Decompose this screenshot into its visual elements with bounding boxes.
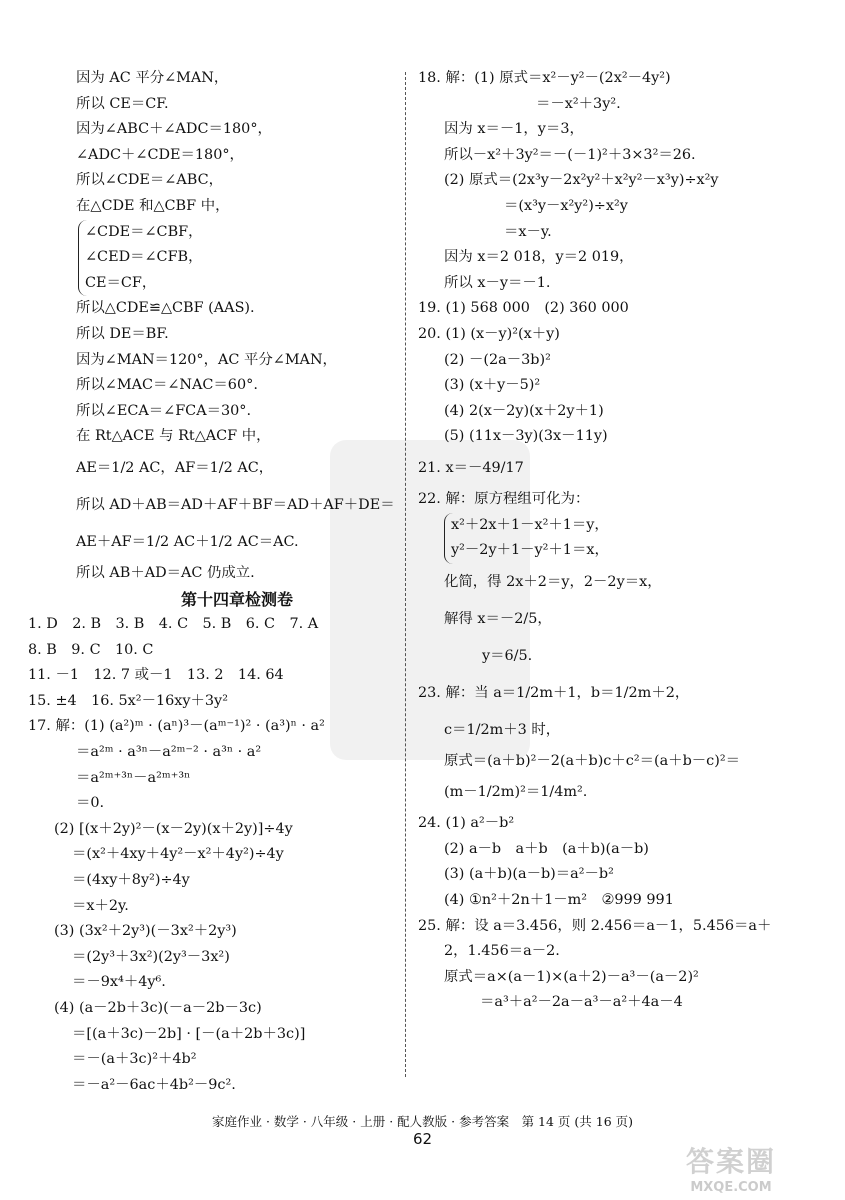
text-line: 因为 AC 平分∠MAN，: [76, 70, 229, 86]
answer-line: (4) ①n²＋2n＋1－m² ②999 991: [444, 892, 674, 909]
answer-line: (2) [(x＋2y)²－(x－2y)(x＋2y)]÷4y: [54, 820, 293, 837]
answer-line: 化简，得 2x＋2＝y，2－2y＝x，: [444, 573, 662, 590]
chapter-title: 第十四章检测卷: [180, 589, 293, 609]
answer-line: 18. 解：(1) 原式＝x²－y²－(2x²－4y²): [418, 70, 671, 86]
answer-line: 17. 解：(1) (a²)ᵐ · (aⁿ)³－(aᵐ⁻¹)² · (a³)ⁿ · a²: [28, 718, 325, 735]
answer-line: (2) －(2a－3b)²: [444, 351, 551, 368]
answer-line: 解得 x＝－2/5，: [444, 610, 552, 627]
right-column: [418, 66, 798, 1016]
answer-line: c＝1/2m＋3 时，: [444, 721, 561, 738]
answer-line: ＝－a²－6ac＋4b²－9c².: [72, 1076, 236, 1093]
page-number: 62: [412, 1130, 433, 1148]
answer-line: 原式＝(a＋b)²－2(a＋b)c＋c²＝(a＋b－c)²＝: [444, 752, 740, 769]
answer-line: 1. D 2. B 3. B 4. C 5. B 6. C 7. A: [28, 616, 319, 633]
watermark-logo-text: 答案圈: [685, 1145, 776, 1178]
site-watermark: [631, 1140, 831, 1195]
answer-line: 因为 x＝－1，y＝3，: [444, 121, 584, 138]
left-column: [28, 66, 398, 1098]
answer-line: 22. 解：原方程组可化为：: [418, 490, 590, 507]
condition-brace: [78, 220, 398, 297]
text-line: 因为∠MAN＝120°，AC 平分∠MAN，: [76, 351, 337, 368]
answer-line: (2) 原式＝(2x³y－2x²y²＋x²y²－x³y)÷x²y: [444, 172, 719, 189]
answer-line: 21. x＝－49/17: [418, 459, 524, 476]
text-line: 所以 CE＝CF.: [76, 95, 169, 112]
answer-line: 8. B 9. C 10. C: [28, 641, 154, 658]
answer-line: 24. (1) a²－b²: [418, 815, 515, 832]
answer-line: x²＋2x＋1－x²＋1＝y，: [451, 516, 609, 533]
answer-line: (4) 2(x－2y)(x＋2y＋1): [444, 402, 604, 419]
answer-line: 所以－x²＋3y²＝－(－1)²＋3×3²＝26.: [444, 146, 696, 163]
text-line: 所以∠ECA＝∠FCA＝30°.: [76, 402, 252, 419]
answer-line: ＝0.: [76, 795, 105, 812]
text-line: ∠CED＝∠CFB，: [85, 249, 203, 266]
answer-line: ＝－x²＋3y².: [536, 95, 621, 112]
answer-line: 2，1.456＝a－2.: [444, 943, 560, 960]
answer-line: 11. －1 12. 7 或－1 13. 2 14. 64: [28, 667, 284, 684]
answer-line: ＝a²ᵐ⁺³ⁿ－a²ᵐ⁺³ⁿ: [76, 769, 191, 786]
answer-line: 所以 x－y＝－1.: [444, 274, 551, 291]
text-line: 所以∠MAC＝∠NAC＝60°.: [76, 377, 258, 394]
answer-line: (3) (a＋b)(a－b)＝a²－b²: [444, 866, 614, 883]
text-line: 在 Rt△ACE 与 Rt△ACF 中，: [76, 428, 271, 445]
column-divider: [405, 72, 406, 1077]
answer-line: 因为 x＝2 018，y＝2 019，: [444, 249, 634, 266]
answer-line: 原式＝a×(a－1)×(a＋2)－a³－(a－2)²: [444, 968, 699, 985]
equation-brace: [444, 513, 798, 564]
answer-line: (m－1/2m)²＝1/4m².: [444, 784, 588, 801]
answer-line: ＝a³＋a²－2a－a³－a²＋4a－4: [480, 994, 683, 1011]
text-line: 在△CDE 和△CBF 中，: [76, 197, 230, 214]
text-line: 所以△CDE≌△CBF (AAS).: [76, 300, 255, 317]
answer-line: 25. 解：设 a＝3.456，则 2.456＝a－1，5.456＝a＋: [418, 917, 772, 934]
answer-line: 19. (1) 568 000 (2) 360 000: [418, 300, 629, 317]
text-line: 因为∠ABC＋∠ADC＝180°，: [76, 121, 272, 138]
text-line: 所以 DE＝BF.: [76, 325, 169, 342]
text-line: ∠CDE＝∠CBF，: [85, 223, 203, 240]
answer-line: 20. (1) (x－y)²(x＋y): [418, 325, 560, 342]
text-line: ∠ADC＋∠CDE＝180°，: [76, 146, 244, 163]
answer-line: ＝(2y³＋3x²)(2y³－3x²): [72, 948, 230, 965]
answer-line: ＝a²ᵐ · a³ⁿ－a²ᵐ⁻² · a³ⁿ · a²: [76, 744, 262, 761]
answer-line: (3) (x＋y－5)²: [444, 377, 541, 394]
watermark-url: MXQE.COM: [690, 1180, 772, 1195]
page-footer: 家庭作业 · 数学 · 八年级 · 上册 · 配人教版 · 参考答案 第 14 页 (共 16 页): [211, 1114, 634, 1129]
answer-line: ＝(x²＋4xy＋4y²－x²＋4y²)÷4y: [72, 846, 284, 863]
answer-line: 23. 解：当 a＝1/2m＋1，b＝1/2m＋2，: [418, 684, 690, 701]
answer-line: (3) (3x²＋2y³)(－3x²＋2y³): [54, 923, 237, 940]
answer-line: ＝(4xy＋8y²)÷4y: [72, 872, 190, 889]
answer-line: (4) (a－2b＋3c)(－a－2b－3c): [54, 1000, 262, 1016]
text-line: AE＝1/2 AC，AF＝1/2 AC，: [76, 459, 274, 476]
answer-line: 15. ±4 16. 5x²－16xy＋3y²: [28, 692, 228, 709]
answer-line: ＝－9x⁴＋4y⁶.: [72, 974, 166, 991]
text-line: 所以 AD＋AB＝AD＋AF＋BF＝AD＋AF＋DE＝: [76, 496, 395, 513]
text-line: AE＋AF＝1/2 AC＋1/2 AC＝AC.: [76, 533, 299, 550]
answer-line: ＝[(a＋3c)－2b] · [－(a＋2b＋3c)]: [72, 1025, 306, 1042]
answer-line: (5) (11x－3y)(3x－11y): [444, 428, 608, 445]
answer-line: y²－2y＋1－y²＋1＝x，: [451, 542, 609, 559]
answer-line: (2) a－b a＋b (a＋b)(a－b): [444, 840, 649, 857]
answer-line: ＝－(a＋3c)²＋4b²: [72, 1051, 197, 1068]
answer-line: ＝x＋2y.: [72, 897, 129, 914]
answer-line: ＝x－y.: [504, 223, 552, 240]
text-line: CE＝CF，: [85, 274, 157, 291]
text-line: 所以∠CDE＝∠ABC，: [76, 172, 223, 189]
answer-line: y＝6/5.: [482, 647, 533, 664]
answer-line: ＝(x³y－x²y²)÷x²y: [504, 197, 628, 214]
text-line: 所以 AB＋AD＝AC 仍成立.: [76, 564, 255, 581]
